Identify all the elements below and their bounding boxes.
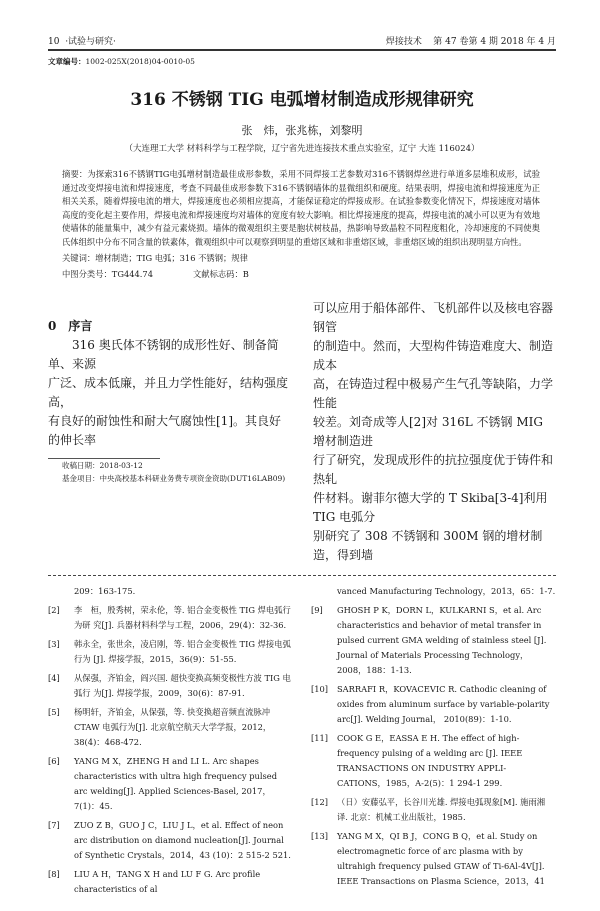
reference-text (74, 603, 293, 633)
fund-project: 基金项目：中央高校基本科研业务费专项资金资助(DUT16LAB09) (62, 474, 286, 483)
reference-line: and behavior of metal transfer in pulsed current GMA welding of (337, 620, 542, 645)
reference-line: SARRAFI R，KOVACEVIC R. Cathodic cleaning of oxides from (337, 684, 547, 709)
reference-number: [4] (48, 673, 60, 683)
authors: 张 炜，张兆栋，刘黎明 (241, 124, 363, 137)
reference-number (48, 584, 74, 599)
reference-number: [9] (311, 605, 323, 615)
reference-text (337, 682, 556, 727)
reference-line: Ti-6Al-4V[J]. IEEE Transactions on Plasma Science，2013，41 (337, 861, 545, 886)
text-line: 件材料。谢菲尔德大学的 T Skiba[3-4]利用 TIG 电弧分 (313, 491, 548, 524)
reference-text (74, 584, 293, 599)
references-left (48, 584, 293, 901)
text-line: 化起主要作用，焊接电流和焊接速度均对墙体的宽度有较大影响。相比焊接速度的提高，焊接电流的减小可以更为有效地使墙体的能 (62, 209, 540, 233)
reference-line: （日）安藤弘平，长谷川光雄. 焊接电弧现象[M]. 施雨湘 译. (337, 797, 554, 822)
reference-text (74, 754, 293, 814)
reference-line: 209：163-175. (74, 586, 136, 596)
reference-line: 杨明轩，齐铂金，从保强，等. 快变换超音频直流脉冲 CTAW (74, 707, 271, 732)
reference-line: a welding arc [J]. IEEE TRANSACTIONS ON INDUSTRY APPLI- (337, 748, 523, 773)
reference-line: force of arc plasma with by ultrahigh frequency pulsed GTAW of (337, 846, 523, 871)
reference-number: [12] (311, 797, 329, 807)
reference-line: 从保强，齐铂金，阎兴国. 超快变换高频变极性方波 TIG 电弧行 (74, 673, 291, 698)
reference-line: YANG M X，ZHENG H and LI L. Arc shapes characteristics with (74, 756, 259, 781)
text-line: 316 奥氏体不锈钢的成形性好、制备简单、来源 (48, 338, 279, 371)
document-code: 文献标志码：B (192, 269, 249, 279)
journal-name: 焊接技术 (385, 37, 422, 47)
reference-item (48, 867, 293, 897)
reference-line: CATIONS，1985，A-2(5)：1 294-1 299. (337, 778, 503, 788)
page-number: 10 (48, 37, 60, 47)
text-line: 关系，随着焊接电流的增大，焊接速度也必须相应提高，才能保证稳定的焊接成形。在试验参数变化情况下，焊接速度对墙体高度的变 (62, 196, 540, 220)
left-column (48, 299, 291, 565)
reference-item (48, 705, 293, 750)
reference-line: aluminum surface by variable-polarity arc[J]. Welding Journal， (337, 699, 550, 724)
reference-line: on diamond nucleation[J]. Journal of Synthetic Crystals，2014，43 (74, 835, 284, 860)
text-line: 别研究了 308 不锈钢和 300M 钢的增材制造，得到墙 (313, 529, 543, 562)
reference-number: [13] (311, 831, 329, 841)
reference-item (311, 584, 556, 599)
reference-line: 韩永全，张世余，凌启刚，等. 铝合金变极性 TIG 焊接电弧行为 (74, 639, 291, 664)
references-right (311, 584, 556, 901)
classification (62, 268, 540, 281)
abstract (62, 168, 540, 249)
reference-line: GHOSH P K，DORN L，KULKARNI S，et al. Arc characteristics (337, 605, 542, 630)
reference-text (74, 867, 293, 897)
reference-number: [8] (48, 869, 60, 879)
running-header (48, 34, 556, 51)
reference-text (74, 637, 293, 667)
text-line: 可以应用于船体部件、飞机部件以及核电容器钢管 (313, 301, 554, 334)
reference-item (48, 671, 293, 701)
reference-line: 2017，7(1)：45. (74, 786, 271, 811)
text-line: 有良好的耐蚀性和耐大气腐蚀性[1]。其良好的伸长率 (48, 414, 281, 447)
received-date: 收稿日期：2018-03-12 (62, 461, 143, 470)
reference-text (337, 731, 556, 791)
text-line: 高，在铸造过程中极易产生气孔等缺陷，力学性能 (313, 377, 554, 410)
clc-number: 中图分类号：TG444.74 (62, 269, 153, 279)
reference-line: 2010(89)：1-10. (443, 714, 512, 724)
keywords: 关键词：增材制造；TIG 电弧；316 不锈钢；规律 (62, 253, 248, 263)
reference-item (311, 731, 556, 791)
reference-line: stainless steel [J]. Journal of Materials Processing Technology， (337, 635, 547, 660)
text-line: 较差。刘奇成等人[2]对 316L 不锈钢 MIG 增材制造进 (313, 415, 543, 448)
reference-item (48, 637, 293, 667)
reference-text (337, 829, 556, 889)
reference-number: [3] (48, 639, 60, 649)
reference-line: COOK G E，EASSA E H. The effect of high-frequency pulsing of (337, 733, 520, 758)
article-number-value: 1002-025X(2018)04-0010-05 (85, 57, 195, 66)
reference-line: ZUO Z B，GUO J C，LIU J L，et al. Effect of neon arc distribution (74, 820, 284, 845)
reference-line: YANG M X，QI B J，CONG B Q，et al. Study on electromagnetic (337, 831, 538, 856)
text-line: 摘要：为探索316不锈钢TIG电弧增材制造最佳成形参数，采用不同焊接工艺参数对316不锈钢焊丝进行单道多层堆积成形，试验通 (62, 169, 540, 193)
reference-line: 电弧行为[J]. 北京航空航天大学学报，2012，38(4)：468-472. (74, 722, 272, 747)
reference-line: 北京：机械工业出版社，1985. (350, 812, 466, 822)
reference-number: [7] (48, 820, 60, 830)
reference-line: vanced Manufacturing Technology，2013，65：1-7. (337, 586, 556, 596)
text-line: 过改变焊接电流和焊接速度，考查不同最佳成形参数下316不锈钢墙体的显微组织和硬度。结果表明，焊接电流和焊接速度为正相关 (62, 182, 540, 206)
article-number-label: 文章编号： (48, 57, 86, 66)
affiliation: （大连理工大学 材料科学与工程学院，辽宁省先进连接技术重点实验室，辽宁 大连 116024） (124, 144, 480, 154)
text-line: 布不同含量的铁素体，微观组织中可以观察到明显的重熔区域和非重熔区域，非重熔区域的组织出现明显方向性。 (111, 236, 527, 247)
reference-item (48, 754, 293, 814)
section-label: ·试验与研究· (65, 37, 116, 47)
text-line: 广泛、成本低廉，并且力学性能好，结构强度高， (48, 376, 289, 409)
reference-number: [10] (311, 684, 329, 694)
issue-info: 第 47 卷第 4 期 2018 年 4 月 (433, 37, 556, 47)
section-heading: 0 序言 (48, 319, 93, 333)
right-column-text (313, 299, 556, 565)
reference-line: 究[J]. 兵器材料科学与工程，2006，29(4)：32-36. (93, 620, 287, 630)
references (48, 584, 556, 901)
reference-text (74, 671, 293, 701)
page-break-line (48, 575, 556, 576)
reference-item (48, 603, 293, 633)
reference-line: (10)：2 515-2 521. (212, 850, 291, 860)
text-line: 的制造中。然而，大型构件铸造难度大、制造成本 (313, 339, 554, 372)
text-line: 行了研究，发现成形件的抗拉强度优于铸件和热轧 (313, 453, 554, 486)
reference-number: [6] (48, 756, 60, 766)
reference-line: [J]. 焊接学报，2015，36(9)：51-55. (93, 654, 237, 664)
reference-text (337, 795, 556, 825)
reference-line: LIU A H，TANG X H and LU F G. Arc profile characteristics of al (74, 869, 261, 894)
reference-number: [11] (311, 733, 329, 743)
reference-text (74, 705, 293, 750)
left-column-text (48, 336, 291, 450)
reference-number: [5] (48, 707, 60, 717)
reference-item (311, 603, 556, 678)
reference-item (311, 795, 556, 825)
reference-text (337, 584, 556, 599)
reference-text (74, 818, 293, 863)
reference-item (48, 818, 293, 863)
reference-item (311, 682, 556, 727)
reference-line: 2008，188：1-13. (337, 665, 412, 675)
reference-number: [2] (48, 605, 60, 615)
reference-line: 李 桓，殷秀树，荣永伦，等. 铝合金变极性 TIG 焊电弧行为研 (74, 605, 291, 630)
reference-number (311, 584, 337, 599)
reference-text (337, 603, 556, 678)
reference-item (48, 584, 293, 599)
reference-item (311, 829, 556, 889)
body-columns (48, 299, 556, 565)
reference-line: 为[J]. 焊接学报，2009，30(6)：87-91. (93, 688, 245, 698)
text-line: 量集中，减少有益元素烧损。墙体的微观组织主要是胞状树枝晶，热影响导致晶粒不同程度粗化，冷却速度的不同使奥氏体组织中分 (62, 223, 540, 247)
reference-line: ultra high frequency pulsed arc welding[J]. Applied Sciences-Basel, (74, 771, 278, 796)
article-number (48, 56, 556, 67)
paper-title: 316 不锈钢 TIG 电弧增材制造成形规律研究 (130, 90, 474, 110)
